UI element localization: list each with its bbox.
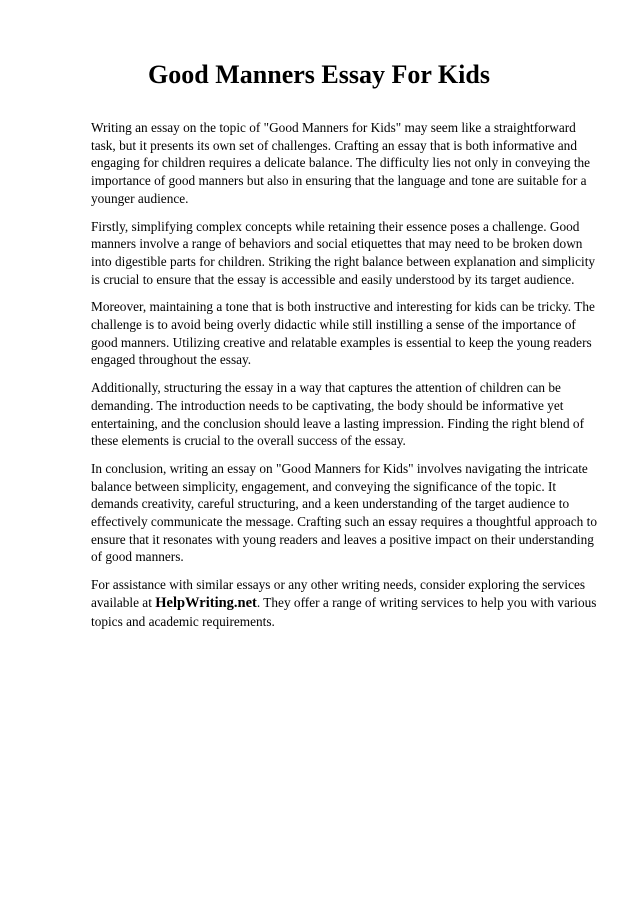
- paragraph-conclusion: In conclusion, writing an essay on "Good Manners for Kids" involves navigating the intricate balance between simplicity, engagement, and conveying the significance of the topic. It demands creativity, careful structuring, and a keen understanding of the target audience to effectively communicate the message. Crafting such an essay requires a thoughtful approach to ensure that it resonates with young readers and leaves a positive impact on their understanding of good manners.: [91, 460, 597, 565]
- paragraph-structure: Additionally, structuring the essay in a way that captures the attention of children can be demanding. The introduction needs to be captivating, the body should be informative yet entertaining, and the conclusion should leave a lasting impression. Finding the right blend of these elements is crucial to the overall success of the essay.: [91, 380, 584, 449]
- page-title: Good Manners Essay For Kids: [148, 60, 490, 89]
- paragraph-tone: Moreover, maintaining a tone that is both instructive and interesting for kids can be tricky. The challenge is to avoid being overly didactic while still instilling a sense of the importance of good manners. Utilizing creative and relatable examples is essential to keep the young readers engaged throughout the essay.: [91, 299, 595, 368]
- assistance-text-after: . They offer a range of writing services to help you with various topics and academic requirements.: [91, 594, 597, 629]
- paragraph-assistance: [91, 576, 601, 630]
- essay-body: [91, 119, 601, 640]
- helpwriting-link[interactable]: HelpWriting.net: [155, 594, 257, 611]
- paragraph-simplifying: Firstly, simplifying complex concepts while retaining their essence poses a challenge. Good manners involve a range of behaviors and social etiquettes that may need to be broken down into digestible parts for children. Striking the right balance between explanation and simplicity is crucial to ensure that the essay is accessible and easily understood by its target audience.: [91, 218, 596, 287]
- paragraph-intro: Writing an essay on the topic of "Good Manners for Kids" may seem like a straightforward task, but it presents its own set of challenges. Crafting an essay that is both informative and engaging for children requires a delicate balance. The difficulty lies not only in conveying the importance of good manners but also in ensuring that the language and tone are suitable for a younger audience.: [91, 120, 591, 206]
- assistance-text-before: For assistance with similar essays or any other writing needs, consider exploring the services available at: [91, 577, 586, 610]
